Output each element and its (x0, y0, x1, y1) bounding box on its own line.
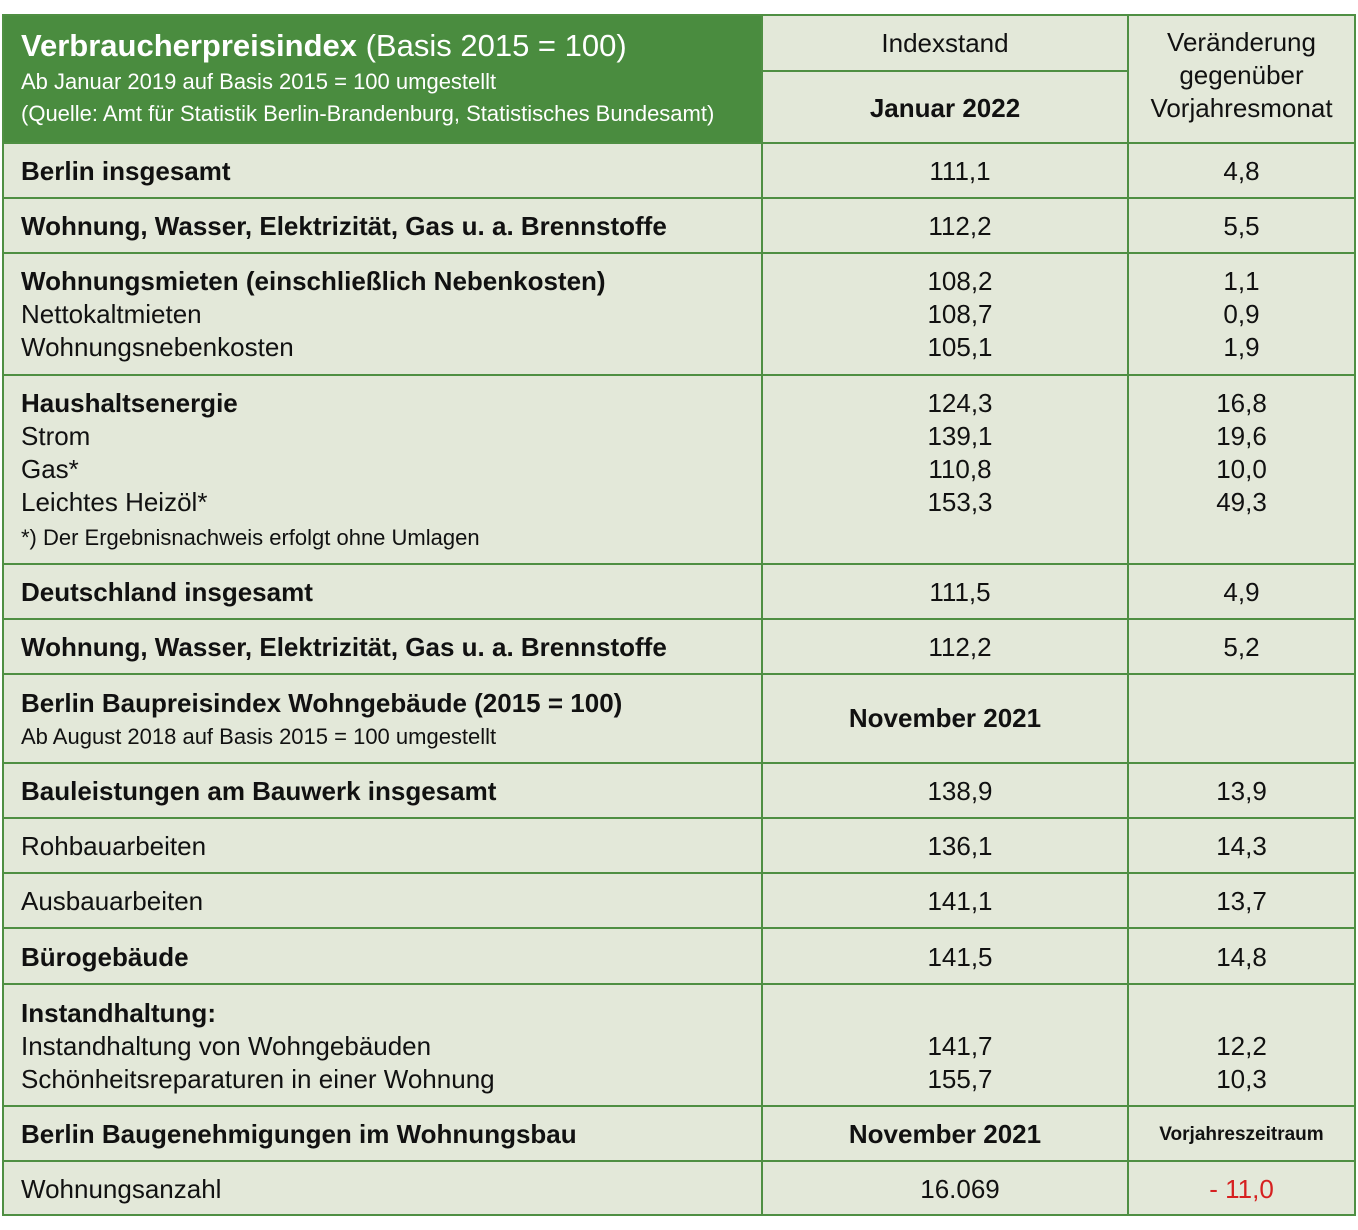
row-index: 136,1 (927, 831, 993, 861)
row-buero (4, 929, 1354, 985)
row-change: 1,1 (1223, 266, 1260, 296)
row-label: Ausbauarbeiten (21, 886, 204, 916)
row-label: Rohbauarbeiten (21, 831, 207, 861)
row-change: 14,3 (1216, 831, 1267, 861)
row-change: 19,6 (1216, 421, 1267, 451)
row-index: 138,9 (927, 776, 993, 806)
row-change-negative: - 11,0 (1209, 1174, 1274, 1204)
row-change: 13,7 (1216, 886, 1267, 916)
row-change: 14,8 (1216, 942, 1267, 972)
row-index: 105,1 (927, 332, 993, 362)
title-bold: Verbraucherpreisindex (21, 28, 357, 63)
row-index: 108,7 (927, 299, 993, 329)
row-label: Wohnungsmieten (einschließlich Nebenkosten) (21, 266, 606, 296)
row-wohnung-berlin (4, 199, 1354, 254)
section-title: Berlin Baugenehmigungen im Wohnungsbau (21, 1119, 577, 1149)
row-change: 10,0 (1216, 454, 1267, 484)
row-baugenehmigung (4, 1107, 1354, 1162)
row-change: 1,9 (1223, 332, 1260, 362)
row-label: Haushaltsenergie (21, 388, 238, 418)
section-period: November 2021 (848, 1119, 1042, 1149)
row-label: Schönheitsreparaturen in einer Wohnung (21, 1064, 495, 1094)
row-label: Nettokaltmieten (21, 299, 202, 329)
row-change: 4,9 (1223, 577, 1260, 607)
row-index: 141,7 (927, 1031, 993, 1061)
row-baupreis (4, 675, 1354, 764)
row-value: 16.069 (920, 1174, 1000, 1204)
table-title (21, 26, 761, 66)
row-index: 141,5 (927, 942, 993, 972)
header-change-line-1: Veränderung (1167, 27, 1316, 57)
row-index: 112,2 (928, 632, 992, 662)
header-title-cell (4, 16, 763, 142)
header-index-cell (763, 16, 1129, 142)
row-ausbau (4, 874, 1354, 929)
header-change-cell (1129, 16, 1354, 142)
row-label: Wohnung, Wasser, Elektrizität, Gas u. a. Brennstoffe (21, 211, 667, 241)
row-label: Wohnung, Wasser, Elektrizität, Gas u. a. Brennstoffe (21, 632, 667, 662)
header-row (4, 16, 1354, 144)
section-compare: Vorjahreszeitraum (1159, 1124, 1324, 1145)
row-change: 13,9 (1216, 776, 1267, 806)
row-bauleistungen (4, 764, 1354, 819)
row-wohnungsanzahl (4, 1162, 1354, 1214)
header-change-line-2: gegenüber (1179, 60, 1304, 90)
row-change: 12,2 (1216, 1031, 1267, 1061)
price-index-table (2, 14, 1356, 1216)
header-index-label: Indexstand (763, 16, 1127, 72)
row-index: 112,2 (928, 211, 992, 241)
header-change-line-3: Vorjahresmonat (1150, 93, 1333, 123)
row-mieten (4, 254, 1354, 376)
row-change: 5,2 (1223, 632, 1260, 662)
row-index: 124,3 (927, 388, 993, 418)
row-label: Gas* (21, 454, 79, 484)
row-berlin (4, 144, 1354, 199)
row-energie (4, 376, 1354, 565)
row-label: Leichtes Heizöl* (21, 487, 208, 517)
row-instandhaltung (4, 985, 1354, 1107)
row-index: 139,1 (927, 421, 993, 451)
section-period: November 2021 (848, 703, 1042, 733)
row-index: 141,1 (927, 886, 993, 916)
row-change: 49,3 (1216, 487, 1267, 517)
row-label: Bürogebäude (21, 942, 189, 972)
row-label: Wohnungsnebenkosten (21, 332, 294, 362)
title-rest: (Basis 2015 = 100) (357, 28, 627, 63)
row-index: 155,7 (927, 1064, 993, 1094)
row-label: Berlin insgesamt (21, 156, 231, 186)
row-index: 111,5 (929, 577, 991, 607)
row-label: Wohnungsanzahl (21, 1174, 222, 1204)
row-change: 0,9 (1223, 299, 1260, 329)
row-label: Strom (21, 421, 91, 451)
row-index: 110,8 (928, 454, 992, 484)
row-change: 5,5 (1223, 211, 1260, 241)
row-rohbau (4, 819, 1354, 874)
subtitle-basis: Ab Januar 2019 auf Basis 2015 = 100 umgestellt (21, 69, 497, 94)
header-index-period: Januar 2022 (869, 93, 1021, 123)
row-index: 108,2 (927, 266, 993, 296)
row-index: 111,1 (929, 156, 991, 186)
row-change: 4,8 (1223, 156, 1260, 186)
subtitle-source: (Quelle: Amt für Statistik Berlin-Brandenburg, Statistisches Bundesamt) (21, 101, 715, 126)
row-change: 10,3 (1216, 1064, 1267, 1094)
footnote: *) Der Ergebnisnachweis erfolgt ohne Umlagen (21, 525, 480, 550)
row-deutschland (4, 565, 1354, 620)
section-subtitle: Ab August 2018 auf Basis 2015 = 100 umgestellt (21, 724, 497, 749)
row-wohnung-de (4, 620, 1354, 675)
row-label: Bauleistungen am Bauwerk insgesamt (21, 776, 497, 806)
row-change: 16,8 (1216, 388, 1267, 418)
row-label: Deutschland insgesamt (21, 577, 313, 607)
row-label: Instandhaltung von Wohngebäuden (21, 1031, 432, 1061)
row-index: 153,3 (927, 487, 993, 517)
section-title: Berlin Baupreisindex Wohngebäude (2015 = 100) (21, 688, 623, 718)
row-label: Instandhaltung: (21, 998, 216, 1028)
